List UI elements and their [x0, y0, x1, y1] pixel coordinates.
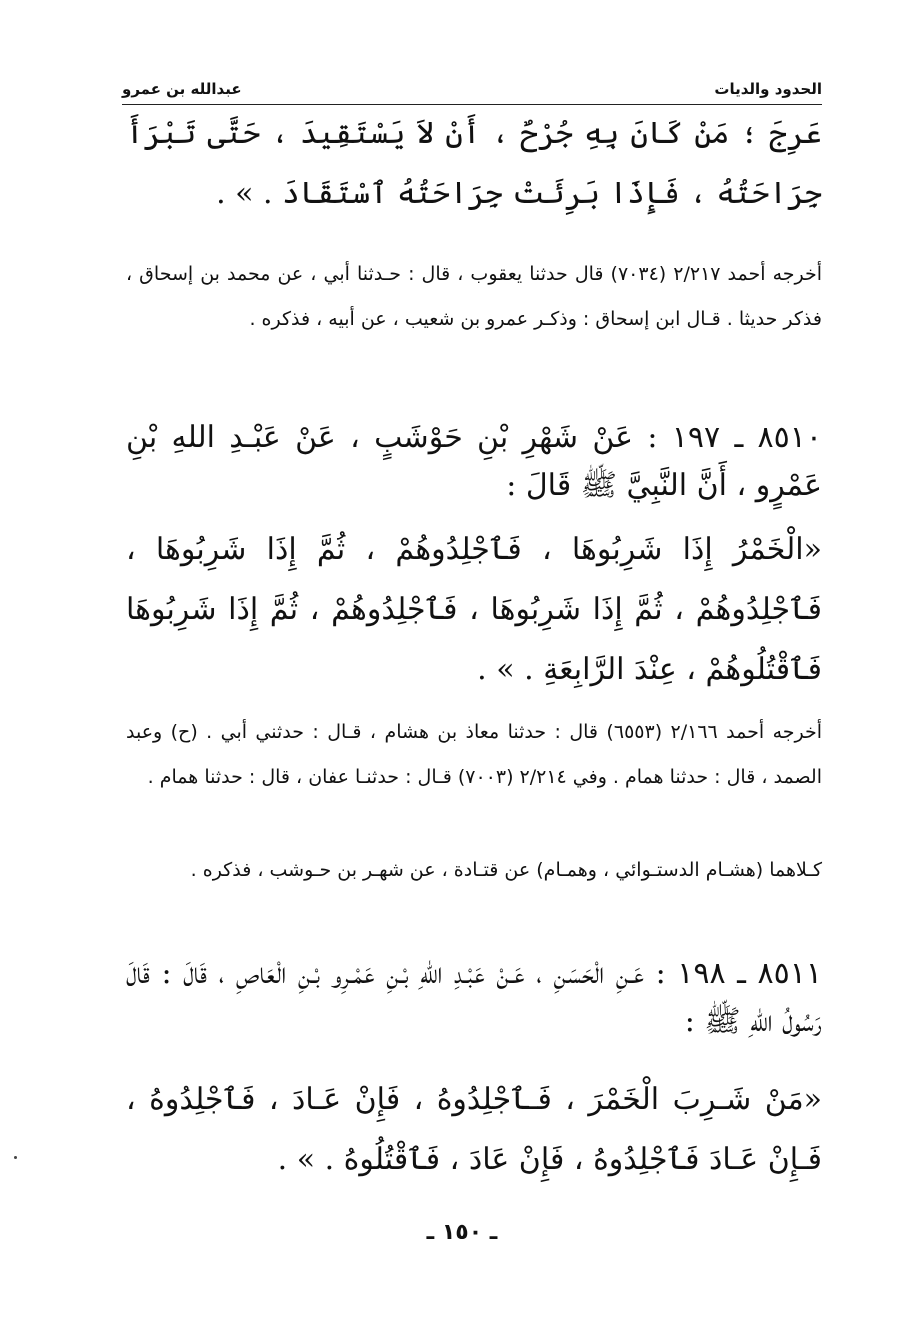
hadith-8510-takhrij: أخرجه أحمد ٢/١٦٦ (٦٥٥٣) قال : حدثنا معاذ بن هشام ، قـال : حدثني أبي . (ح) وعبد الصمد ، قال : حدثنا همام . وفي ٢/٢١٤ (٧٠٠٣) قـال : حدثنـا عفان ، قال : حدثنا همام . — [126, 721, 823, 788]
chapter-title: الحدود والديات — [708, 80, 822, 98]
hadith-8510-takhrij-summary: كـلاهما (هشـام الدستـوائي ، وهمـام) عن قتـادة ، عن شهـر بن حـوشب ، فذكره . — [190, 859, 822, 881]
hadith-8511-matn: «مَنْ شَـرِبَ الْخَمْرَ ، فَـٱجْلِدُوهُ ، فَإِنْ عَـادَ ، فَٱجْلِدُوهُ ، فَـإِنْ عَـادَ فَٱجْلِدُوهُ ، فَإِنْ عَادَ ، فَٱقْتُلُوهُ . » . — [126, 1082, 822, 1177]
running-head — [122, 78, 822, 105]
page-number: ـ ١٥٠ ـ — [426, 1220, 498, 1245]
continuation-matn: عَرِجَ ؛ مَنْ كَانَ بِهِ جُرْحٌ ، أَنْ لاَ يَسْتَقِيدَ ، حَتَّى تَبْرَأَ جِرَاحَتُهُ ، فَإِذَا بَرِئَتْ جِرَاحَتُهُ ٱسْتَقَادَ . » . — [126, 116, 822, 211]
hadith-8510-heading: ٨٥١٠ ـ ١٩٧ : عَنْ شَهْرِ بْنِ حَوْشَبٍ ، عَنْ عَبْـدِ اللهِ بْنِ عَمْرٍو ، أَنَّ النَّبِيَّ ﷺ قَالَ : — [126, 420, 822, 503]
hadith-8510-matn: «الْخَمْرُ إِذَا شَرِبُوهَا ، فَٱجْلِدُوهُمْ ، ثُمَّ إِذَا شَرِبُوهَا ، فَٱجْلِدُوهُمْ ، ثُمَّ إِذَا شَرِبُوهَا ، فَٱجْلِدُوهُمْ ، ثُمَّ إِذَا شَرِبُوهَا فَٱقْتُلُوهُمْ ، عِنْدَ الرَّابِعَةِ . » . — [126, 532, 822, 687]
hadith-8511-heading: ٨٥١١ ـ ١٩٨ : عَـنِ الْحَسَنِ ، عَـنْ عَبْـدِ اللهِ بْـنِ عَمْـرِو بْـنِ الْعَاصِ ، قَالَ : قَالَ رَسُولُ اللهِ ﷺ : — [126, 956, 822, 1039]
scan-speck — [14, 1156, 17, 1159]
narrator-name: عبدالله بن عمرو — [122, 80, 248, 98]
continuation-takhrij: أخرجه أحمد ٢/٢١٧ (٧٠٣٤) قال حدثنا يعقوب ، قال : حـدثنا أبي ، عن محمد بن إسحاق ، فذكر حديثا . قـال ابن إسحاق : وذكـر عمرو بن شعيب ، عن أبيه ، فذكره . — [126, 263, 823, 330]
